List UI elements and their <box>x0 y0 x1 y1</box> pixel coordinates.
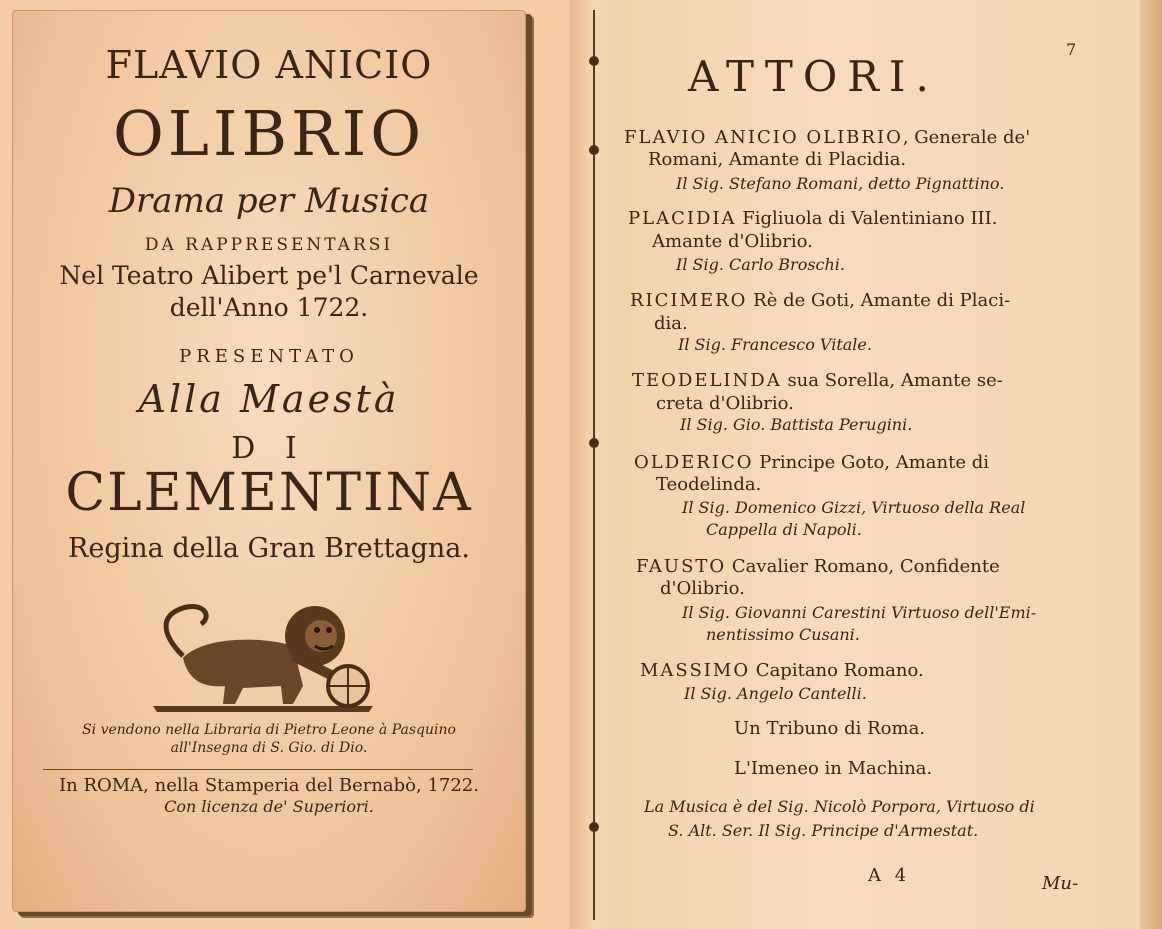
title-line-olibrio: OLIBRIO <box>112 97 426 170</box>
title-line-drama: Drama per Musica <box>108 181 430 221</box>
title-line-clementina: CLEMENTINA <box>65 463 473 523</box>
imprint-rule <box>43 769 473 770</box>
title-line-nel: Nel Teatro Alibert pe'l Carnevale <box>59 261 479 290</box>
character-desc: sua Sorella, Amante se- <box>781 370 1003 391</box>
character-desc-cont: dia. <box>654 313 688 334</box>
imprint-line: In ROMA, nella Stamperia del Bernabò, 1722. <box>59 775 479 796</box>
title-line-anno: dell'Anno 1722. <box>169 293 369 322</box>
title-line-alla: Alla Maestà <box>138 377 400 421</box>
cast-entry-line <box>640 660 924 682</box>
cast-entry-line <box>624 127 1030 149</box>
catchword: Mu- <box>1042 873 1079 894</box>
singer-line: Il Sig. Francesco Vitale. <box>678 335 872 354</box>
binding-knot <box>589 438 599 448</box>
title-line-flavio: FLAVIO ANICIO <box>105 43 433 87</box>
title-line-regina: Regina della Gran Brettagna. <box>68 533 470 564</box>
singer-line: Il Sig. Carlo Broschi. <box>676 255 845 274</box>
singer-line: Il Sig. Stefano Romani, detto Pignattino. <box>676 174 1005 193</box>
licence-line: Con licenza de' Superiori. <box>164 797 374 816</box>
binding-knot <box>589 822 599 832</box>
title-line-presentato: PRESENTATO <box>179 346 359 367</box>
singer-line-cont: Cappella di Napoli. <box>706 520 862 539</box>
extra-role: Un Tribuno di Roma. <box>734 718 926 739</box>
character-name: PLACIDIA <box>628 208 737 229</box>
character-desc: Cavalier Romano, Confidente <box>726 556 1000 577</box>
character-desc: Capitano Romano. <box>750 660 924 681</box>
cast-page <box>610 0 1162 929</box>
cast-entry-line <box>634 452 989 474</box>
title-line-da: DA RAPPRESENTARSI <box>144 235 394 255</box>
character-name: MASSIMO <box>640 660 751 681</box>
character-desc: Principe Goto, Amante di <box>753 452 990 473</box>
character-name: RICIMERO <box>630 290 748 311</box>
character-desc: , Generale de' <box>902 127 1031 148</box>
character-desc-cont: d'Olibrio. <box>660 578 745 599</box>
title-leaf <box>12 10 526 912</box>
cast-entry-line <box>632 370 1003 392</box>
bookseller-line-2: all'Insegna di S. Gio. di Dio. <box>170 740 368 756</box>
character-name: FLAVIO ANICIO OLIBRIO <box>624 127 903 148</box>
character-desc-cont: creta d'Olibrio. <box>656 393 794 414</box>
page-number: 7 <box>1066 40 1077 59</box>
singer-line: Il Sig. Giovanni Carestini Virtuoso dell'Emi- <box>682 603 1037 622</box>
music-credit-line: S. Alt. Ser. Il Sig. Principe d'Armestat. <box>668 821 979 840</box>
music-credit-line: La Musica è del Sig. Nicolò Porpora, Virtuoso di <box>644 797 1035 816</box>
lion-with-globe-icon <box>143 596 383 714</box>
page-edge <box>1140 0 1162 929</box>
singer-line: Il Sig. Gio. Battista Perugini. <box>680 415 913 434</box>
singer-line: Il Sig. Domenico Gizzi, Virtuoso della Real <box>682 498 1026 517</box>
character-name: TEODELINDA <box>632 370 782 391</box>
character-name: FAUSTO <box>636 556 727 577</box>
binding-knot <box>589 56 599 66</box>
singer-line-cont: nentissimo Cusani. <box>706 625 860 644</box>
bookseller-line-1: Si vendono nella Libraria di Pietro Leone à Pasquino <box>82 722 456 738</box>
title-line-di: D I <box>231 431 307 466</box>
character-desc: Figliuola di Valentiniano III. <box>736 208 998 229</box>
character-desc-cont: Teodelinda. <box>656 474 762 495</box>
cast-heading: ATTORI. <box>688 52 939 101</box>
cast-entry-line <box>628 208 998 230</box>
signature-mark: A 4 <box>868 865 911 886</box>
binding-knot <box>589 145 599 155</box>
character-desc-cont: Romani, Amante di Placidia. <box>648 149 907 170</box>
bookseller-note <box>13 721 525 757</box>
cast-entry-line <box>630 290 1010 312</box>
extra-role: L'Imeneo in Machina. <box>734 758 933 779</box>
character-desc: Rè de Goti, Amante di Placi- <box>747 290 1011 311</box>
cast-entry-line <box>636 556 1000 578</box>
book-gutter <box>570 0 610 929</box>
character-desc-cont: Amante d'Olibrio. <box>652 231 813 252</box>
singer-line: Il Sig. Angelo Cantelli. <box>684 684 867 703</box>
character-name: OLDERICO <box>634 452 754 473</box>
